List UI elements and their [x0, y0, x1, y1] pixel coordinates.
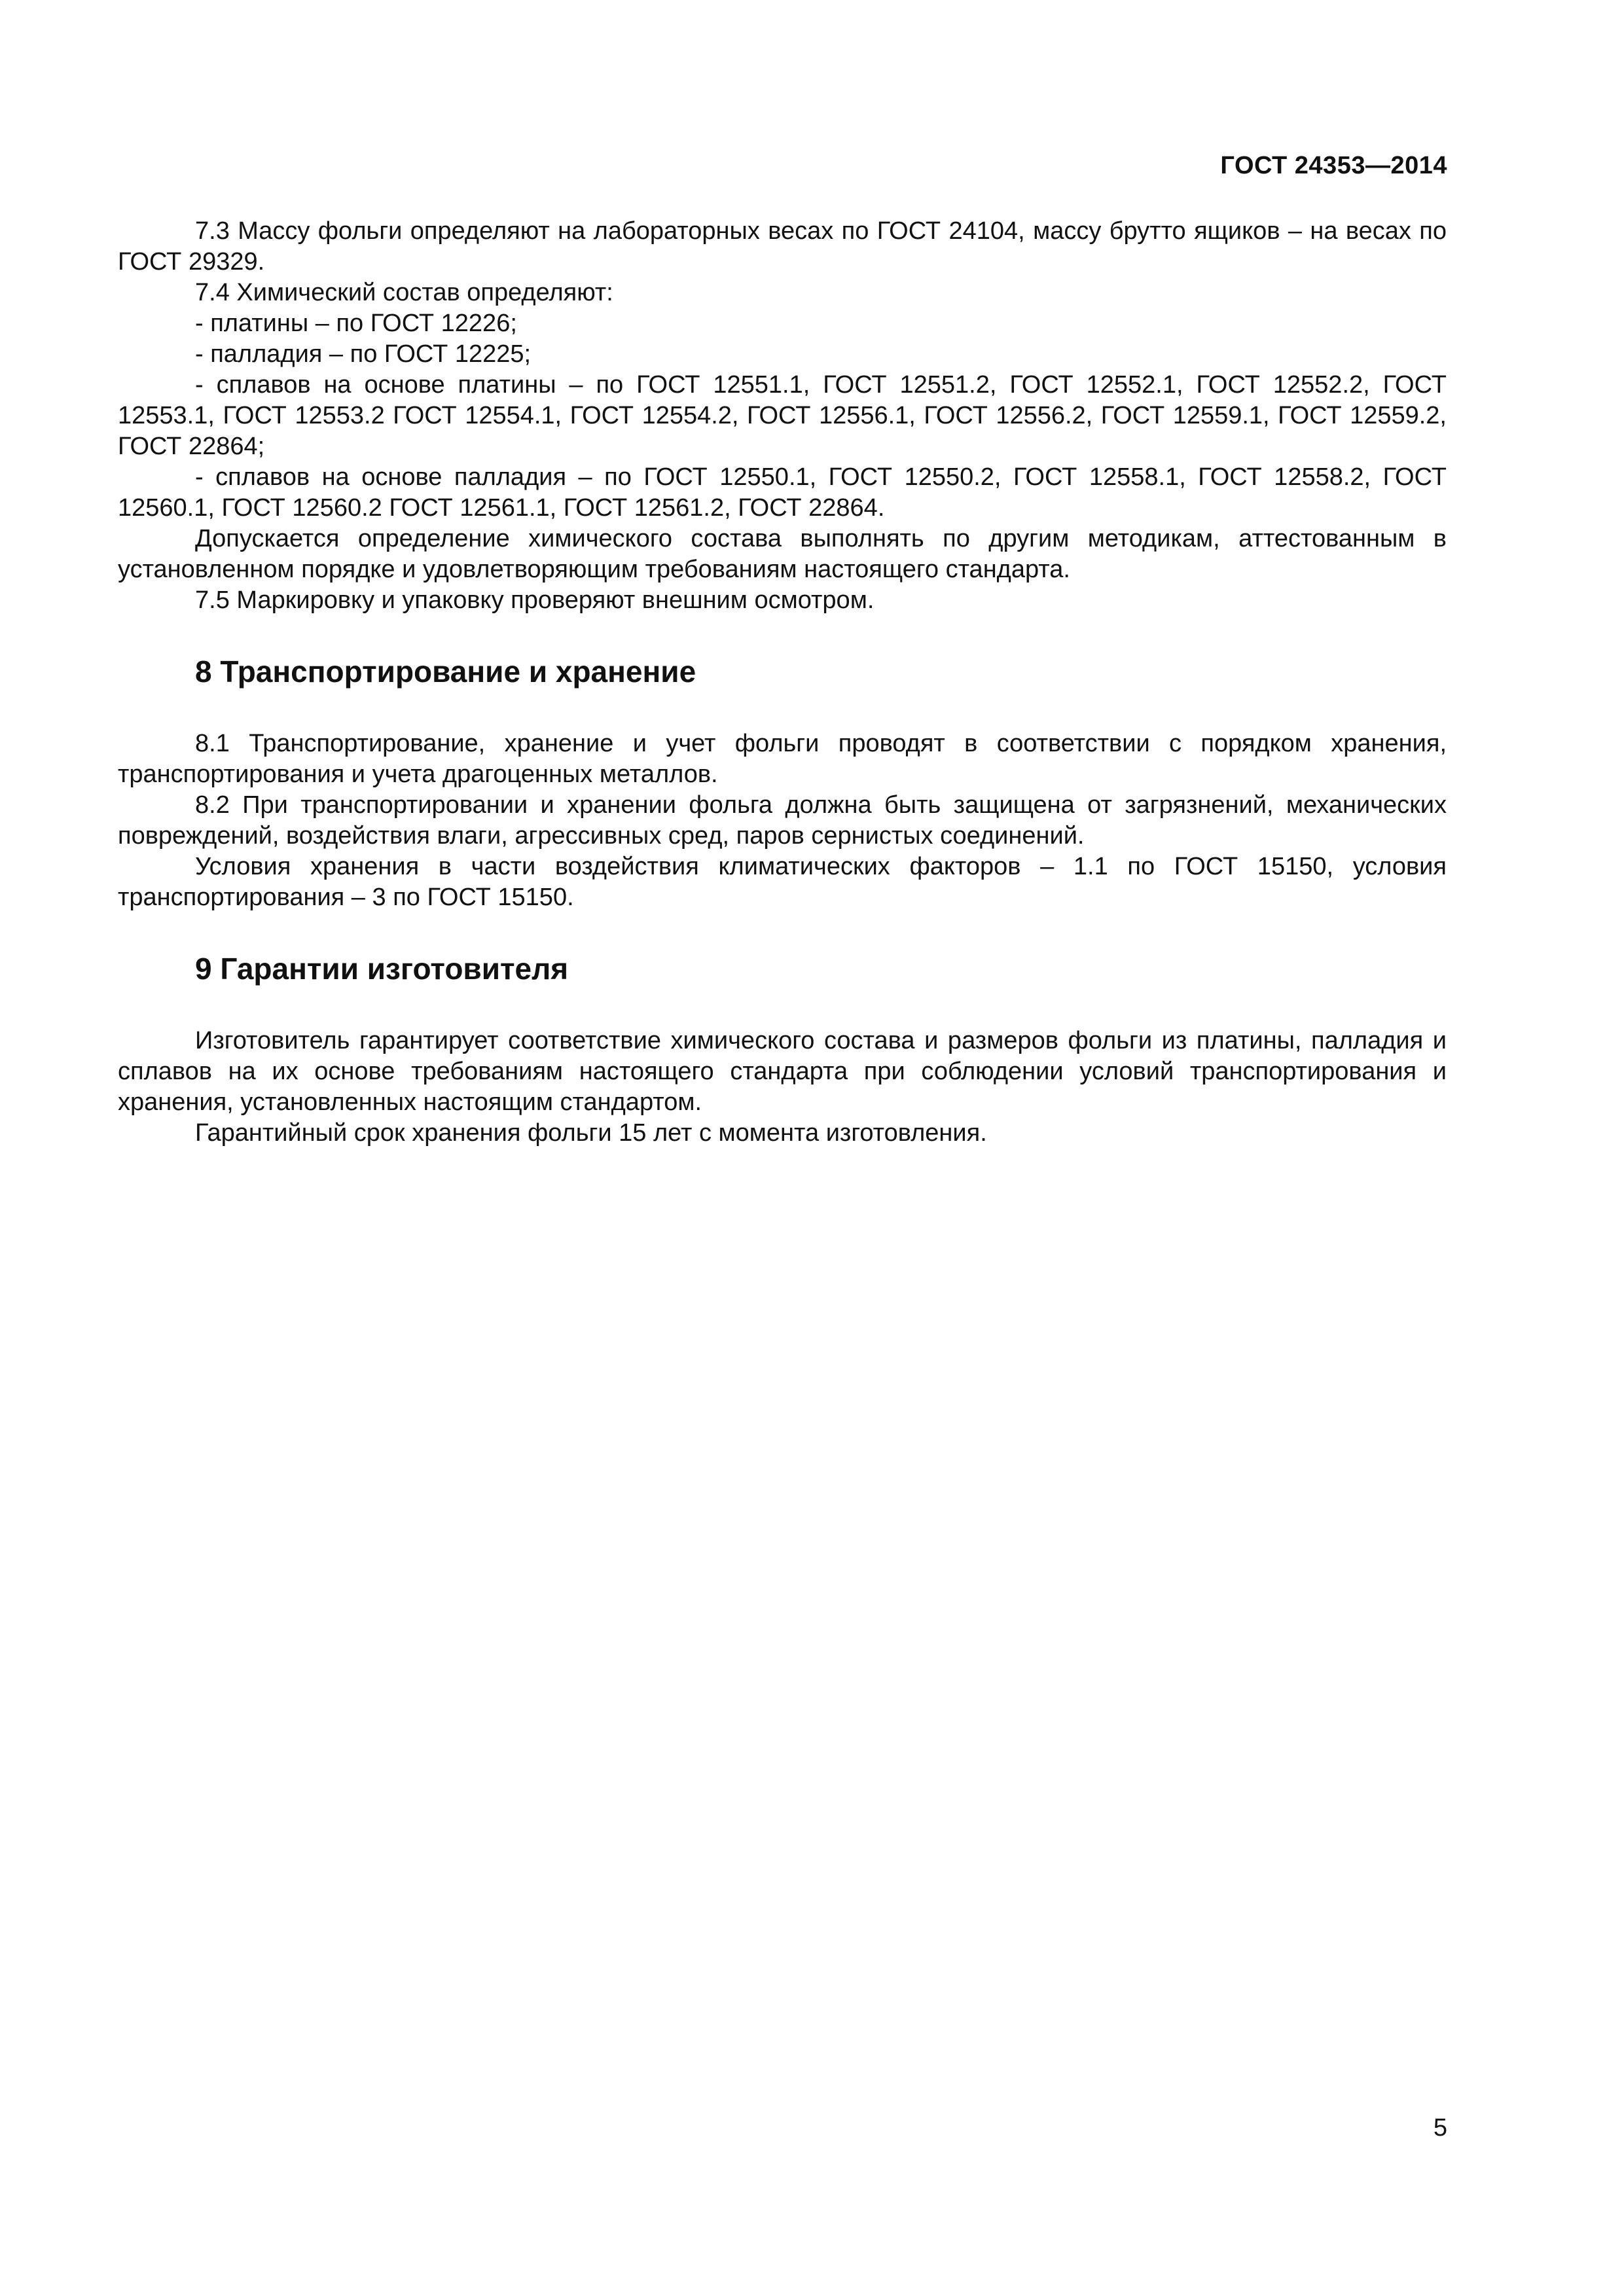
page-number: 5 — [1433, 2114, 1447, 2142]
list-item-palladium: - палладия – по ГОСТ 12225; — [195, 340, 532, 368]
paragraph-7-4: 7.4 Химический состав определяют: — [195, 279, 613, 306]
list-item-platinum: - платины – по ГОСТ 12226; — [195, 310, 517, 337]
section-8-heading: 8 Транспортирование и хранение — [195, 655, 696, 689]
section-9-heading: 9 Гарантии изготовителя — [195, 952, 569, 986]
list-item-palladium-alloys: - сплавов на основе палладия – по ГОСТ 12550.1, ГОСТ 12550.2, ГОСТ 12558.1, ГОСТ 12558.2, ГОСТ 12560.1, ГОСТ 12560.2 ГОСТ 12561.1, ГОСТ 12561.2, ГОСТ 22864. — [118, 463, 1447, 522]
paragraph-7-5: 7.5 Маркировку и упаковку проверяют внешним осмотром. — [195, 586, 875, 614]
document-id-header: ГОСТ 24353—2014 — [1220, 152, 1447, 179]
paragraph-alternative-methods: Допускается определение химического состава выполнять по другим методикам, аттестованным в установленном порядке и удовлетворяющим требованиям настоящего стандарта. — [118, 525, 1447, 583]
paragraph-guarantee-term: Гарантийный срок хранения фольги 15 лет с момента изготовления. — [195, 1119, 987, 1147]
paragraph-guarantee: Изготовитель гарантирует соответствие химического состава и размеров фольги из платины, палладия и сплавов на их основе требованиям настоящего стандарта при соблюдении условий транспортирования и хранения, установленных настоящим стандартом. — [118, 1027, 1447, 1116]
paragraph-8-1: 8.1 Транспортирование, хранение и учет фольги проводят в соответствии с порядком хранения, транспортирования и учета драгоценных металлов. — [118, 730, 1447, 788]
paragraph-8-2: 8.2 При транспортировании и хранении фольга должна быть защищена от загрязнений, механических повреждений, воздействия влаги, агрессивных сред, паров сернистых соединений. — [118, 791, 1447, 850]
list-item-platinum-alloys: - сплавов на основе платины – по ГОСТ 12551.1, ГОСТ 12551.2, ГОСТ 12552.1, ГОСТ 12552.2, ГОСТ 12553.1, ГОСТ 12553.2 ГОСТ 12554.1, ГОСТ 12554.2, ГОСТ 12556.1, ГОСТ 12556.2, ГОСТ 12559.1, ГОСТ 12559.2, ГОСТ 22864; — [118, 371, 1447, 460]
paragraph-7-3: 7.3 Массу фольги определяют на лабораторных весах по ГОСТ 24104, массу брутто ящиков – на весах по ГОСТ 29329. — [118, 217, 1447, 276]
paragraph-storage-conditions: Условия хранения в части воздействия климатических факторов – 1.1 по ГОСТ 15150, условия транспортирования – 3 по ГОСТ 15150. — [118, 853, 1447, 911]
document-body — [118, 216, 1447, 1149]
